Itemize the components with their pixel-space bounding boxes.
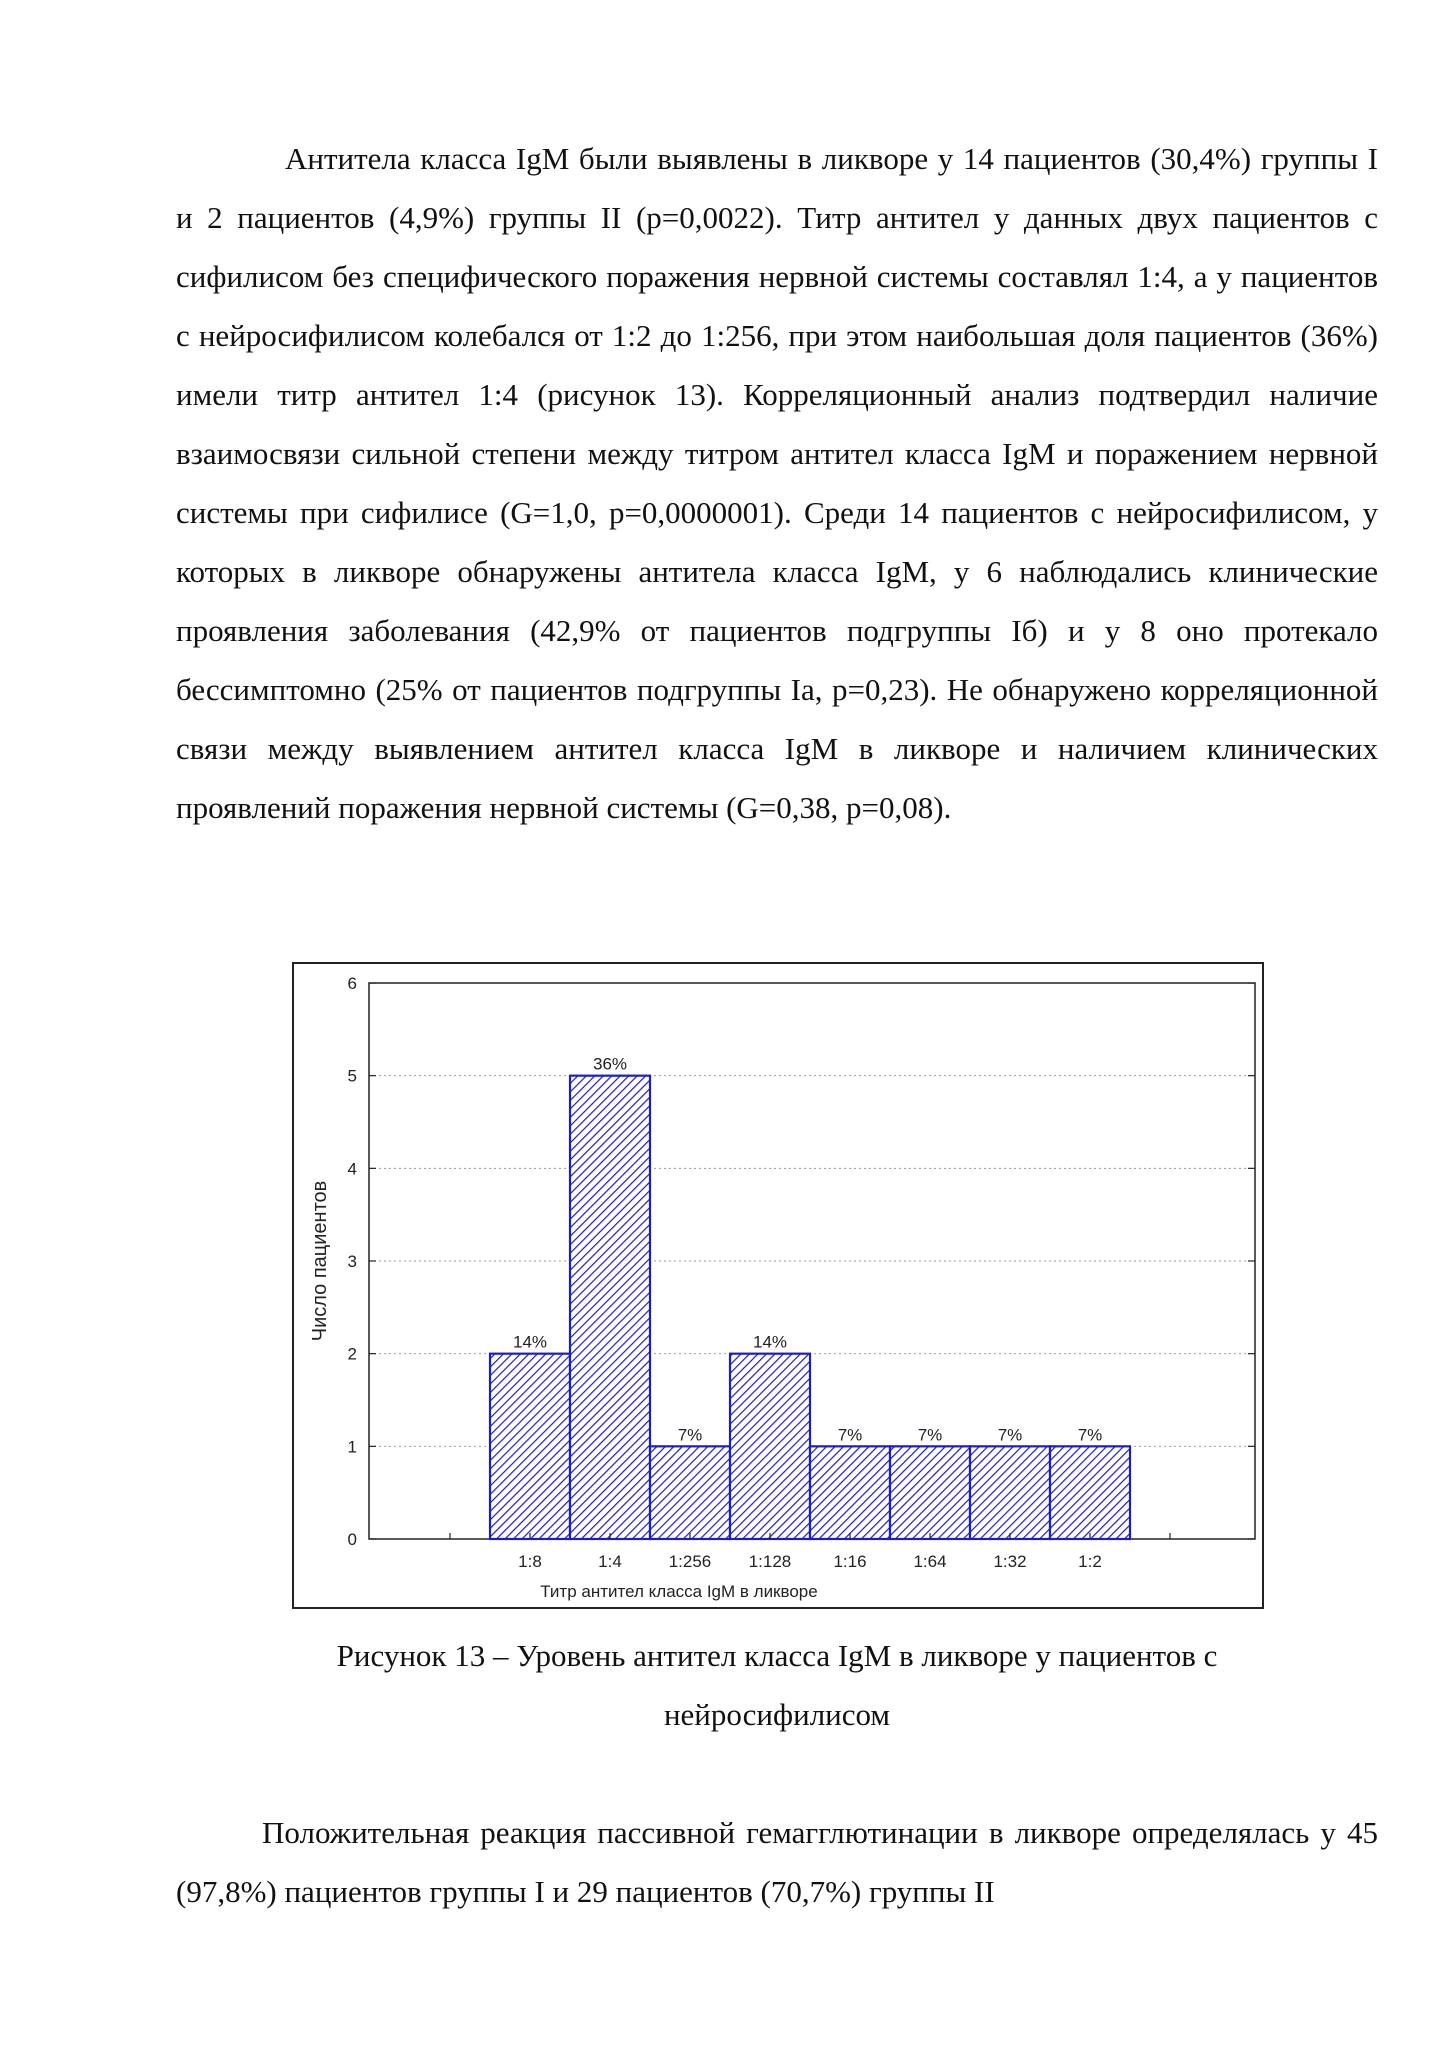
- x-axis-label: Титр антител класса IgM в ликворе: [540, 1582, 818, 1601]
- y-tick-label: 5: [347, 1066, 357, 1086]
- y-tick-label: 2: [347, 1344, 357, 1364]
- caption-line-2: нейросифилисом: [663, 1697, 891, 1732]
- x-tick-label: 1:16: [833, 1552, 867, 1571]
- bar: [810, 1446, 890, 1539]
- caption-line-1: Рисунок 13 – Уровень антител класса IgM в ликворе у пациентов с: [336, 1638, 1218, 1673]
- bar: [890, 1446, 970, 1539]
- bar: [1050, 1446, 1130, 1539]
- body-paragraph-1: Антитела класса IgM были выявлены в ликворе у 14 пациентов (30,4%) группы I и 2 пациентов (4,9%) группы II (p=0,0022). Титр антител у данных двух пациентов с сифилисом без специфического поражения нервной системы составлял 1:4, а у пациентов с нейросифилисом колебался от 1:2 до 1:256, при этом наибольшая доля пациентов (36%) имели титр антител 1:4 (рисунок 13). Корреляционный анализ подтвердил наличие взаимосвязи сильной степени между титром антител класса IgM и поражением нервной системы при сифилисе (G=1,0, p=0,0000001). Среди 14 пациентов с нейросифилисом, у которых в ликворе обнаружены антитела класса IgM, у 6 наблюдались клинические проявления заболевания (42,9% от пациентов подгруппы Iб) и у 8 оно протекало бессимптомно (25% от пациентов подгруппы Ia, p=0,23). Не обнаружено корреляционной связи между выявлением антител класса IgM в ликворе и наличием клинических проявлений поражения нервной системы (G=0,38, p=0,08).: [176, 141, 1378, 825]
- bar-data-label: 7%: [677, 1425, 703, 1445]
- y-axis-label: Число пациентов: [309, 1180, 331, 1342]
- y-tick-label: 6: [347, 974, 357, 993]
- figure-13: [292, 962, 1264, 1609]
- bar-data-label: 7%: [917, 1425, 943, 1445]
- bar: [570, 1076, 650, 1539]
- bar: [730, 1354, 810, 1539]
- x-tick-label: 1:4: [598, 1552, 622, 1571]
- bar-data-label: 14%: [752, 1332, 788, 1352]
- bar: [650, 1446, 730, 1539]
- x-tick-label: 1:32: [993, 1552, 1027, 1571]
- y-tick-label: 1: [347, 1437, 357, 1457]
- x-tick-label: 1:128: [748, 1552, 792, 1571]
- body-paragraph-2: Положительная реакция пассивной гемагглютинации в ликворе определялась у 45 (97,8%) пациентов группы I и 29 пациентов (70,7%) группы II: [176, 1815, 1378, 1909]
- bar: [490, 1354, 570, 1539]
- bar-data-label: 36%: [592, 1054, 628, 1074]
- bar-data-label: 7%: [1077, 1425, 1103, 1445]
- y-tick-label: 0: [347, 1530, 357, 1549]
- igm-titer-histogram: [292, 962, 1264, 1609]
- figure-caption: [176, 1626, 1378, 1744]
- x-tick-label: 1:64: [913, 1552, 947, 1571]
- bar-data-label: 7%: [837, 1425, 863, 1445]
- x-tick-label: 1:256: [668, 1552, 712, 1571]
- y-tick-label: 3: [347, 1252, 357, 1271]
- bar-data-label: 7%: [997, 1425, 1023, 1445]
- x-tick-label: 1:8: [518, 1552, 542, 1571]
- bar: [970, 1446, 1050, 1539]
- bar-data-label: 14%: [512, 1332, 548, 1352]
- y-tick-label: 4: [347, 1159, 357, 1179]
- x-tick-label: 1:2: [1078, 1552, 1102, 1571]
